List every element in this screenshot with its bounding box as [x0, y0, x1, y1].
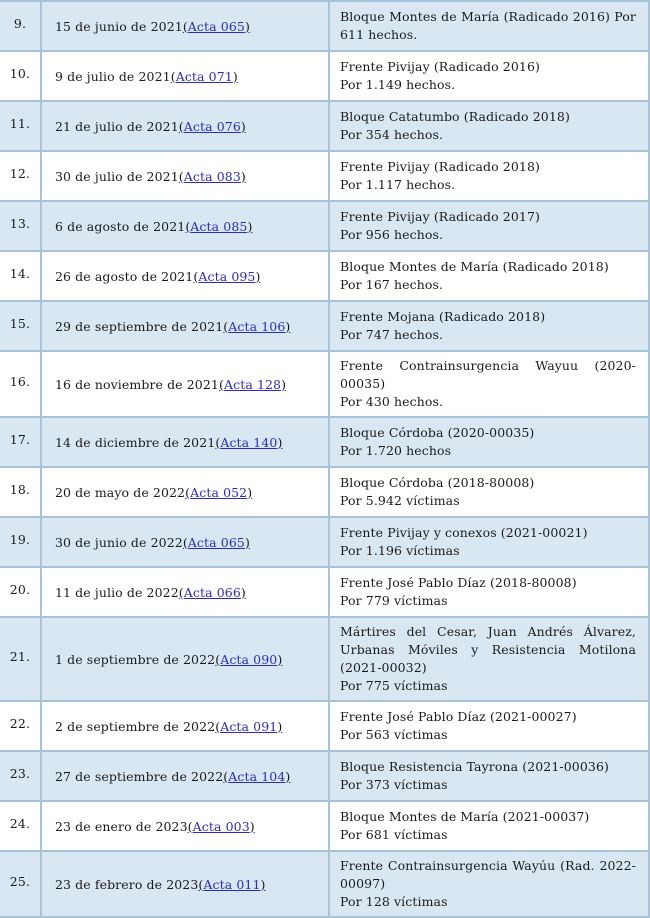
row-date-cell [42, 102, 330, 150]
acta-link[interactable]: Acta 140 [220, 434, 278, 450]
table-row [0, 468, 650, 518]
row-number: 19. [0, 518, 42, 566]
description-paragraph: Bloque Montes de María (Radicado 2018) [340, 259, 609, 274]
table-body [0, 2, 650, 918]
open-paren: ( [215, 434, 221, 450]
acta-link[interactable]: Acta 128 [223, 376, 282, 392]
close-paren: ) [285, 318, 291, 334]
description-paragraph: Frente Contrainsurgencia Wayuu (2020-00035) [340, 358, 636, 391]
description-paragraph: Frente Pivijay (Radicado 2017) [340, 209, 540, 224]
acta-link[interactable]: Acta 076 [183, 118, 241, 134]
row-description [330, 618, 650, 700]
description-paragraph: Por 5.942 víctimas [340, 493, 460, 508]
date-text: 23 de febrero de 2023 [55, 876, 199, 892]
date-text: 6 de agosto de 2021 [55, 218, 186, 234]
open-paren: ( [182, 534, 188, 550]
row-number: 13. [0, 202, 42, 250]
open-paren: ( [215, 651, 221, 667]
row-description [330, 418, 650, 466]
description-paragraph: Bloque Córdoba (2018-80008) [340, 475, 535, 490]
row-description [330, 202, 650, 250]
date-text: 30 de junio de 2022 [55, 534, 183, 550]
close-paren: ) [232, 68, 238, 84]
close-paren: ) [277, 651, 283, 667]
row-date-cell [42, 352, 330, 416]
description-paragraph: Frente Pivijay (Radicado 2018) [340, 159, 540, 174]
date-text: 26 de agosto de 2021 [55, 268, 194, 284]
row-number: 11. [0, 102, 42, 150]
row-date-cell [42, 418, 330, 466]
row-date-cell [42, 618, 330, 700]
acta-link[interactable]: Acta 104 [228, 768, 286, 784]
table-row [0, 352, 650, 418]
description-paragraph: Por 1.196 víctimas [340, 543, 460, 558]
close-paren: ) [244, 534, 250, 550]
open-paren: ( [170, 68, 176, 84]
row-number: 25. [0, 852, 42, 916]
date-text: 20 de mayo de 2022 [55, 484, 186, 500]
close-paren: ) [281, 376, 287, 392]
description-paragraph: Frente José Pablo Díaz (2018-80008) [340, 575, 577, 590]
description-paragraph: Bloque Córdoba (2020-00035) [340, 425, 535, 440]
row-description [330, 702, 650, 750]
description-paragraph: Por 563 víctimas [340, 727, 448, 742]
table-row [0, 802, 650, 852]
description-paragraph: Frente José Pablo Díaz (2021-00027) [340, 709, 577, 724]
description-paragraph: Por 1.720 hechos [340, 443, 452, 458]
open-paren: ( [193, 268, 199, 284]
close-paren: ) [285, 768, 291, 784]
row-description [330, 802, 650, 850]
description-paragraph: Por 430 hechos. [340, 394, 444, 409]
description-paragraph: Por 1.149 hechos. [340, 77, 456, 92]
row-description [330, 568, 650, 616]
row-description [330, 752, 650, 800]
description-paragraph: Frente Pivijay (Radicado 2016) [340, 59, 540, 74]
row-date-cell [42, 252, 330, 300]
open-paren: ( [185, 484, 191, 500]
table-row [0, 102, 650, 152]
close-paren: ) [277, 434, 283, 450]
row-number: 21. [0, 618, 42, 700]
row-number: 17. [0, 418, 42, 466]
row-date-cell [42, 202, 330, 250]
open-paren: ( [182, 18, 188, 34]
row-description [330, 52, 650, 100]
row-date-cell [42, 152, 330, 200]
date-text: 30 de julio de 2021 [55, 168, 179, 184]
table-row [0, 568, 650, 618]
row-description [330, 152, 650, 200]
close-paren: ) [244, 18, 250, 34]
date-text: 23 de enero de 2023 [55, 818, 188, 834]
description-paragraph: Bloque Catatumbo (Radicado 2018) [340, 109, 570, 124]
open-paren: ( [223, 318, 229, 334]
row-number: 15. [0, 302, 42, 350]
description-paragraph: Por 681 víctimas [340, 827, 448, 842]
acta-link[interactable]: Acta 083 [183, 168, 241, 184]
date-text: 14 de diciembre de 2021 [55, 434, 216, 450]
close-paren: ) [255, 268, 261, 284]
table-row [0, 2, 650, 52]
open-paren: ( [185, 218, 191, 234]
table-row [0, 752, 650, 802]
row-description [330, 852, 650, 916]
open-paren: ( [218, 376, 224, 392]
row-date-cell [42, 468, 330, 516]
description-paragraph: Por 956 hechos. [340, 227, 444, 242]
row-number: 22. [0, 702, 42, 750]
table-row [0, 618, 650, 702]
row-date-cell [42, 52, 330, 100]
row-description [330, 352, 650, 416]
table-row [0, 302, 650, 352]
table-row [0, 52, 650, 102]
open-paren: ( [187, 818, 193, 834]
row-description [330, 2, 650, 50]
date-text: 15 de junio de 2021 [55, 18, 183, 34]
acta-link[interactable]: Acta 106 [228, 318, 286, 334]
date-text: 2 de septiembre de 2022 [55, 718, 216, 734]
acta-link[interactable]: Acta 091 [220, 718, 278, 734]
row-date-cell [42, 568, 330, 616]
row-description [330, 252, 650, 300]
close-paren: ) [240, 118, 246, 134]
date-text: 16 de noviembre de 2021 [55, 376, 219, 392]
row-number: 14. [0, 252, 42, 300]
open-paren: ( [178, 118, 184, 134]
open-paren: ( [198, 876, 204, 892]
open-paren: ( [178, 168, 184, 184]
description-paragraph: Por 354 hechos. [340, 127, 444, 142]
acta-link[interactable]: Acta 065 [187, 534, 245, 550]
row-number: 23. [0, 752, 42, 800]
table-row [0, 418, 650, 468]
description-paragraph: Por 747 hechos. [340, 327, 444, 342]
row-number: 10. [0, 52, 42, 100]
description-paragraph: Por 373 víctimas [340, 777, 448, 792]
acta-link[interactable]: Acta 090 [220, 651, 278, 667]
row-description [330, 302, 650, 350]
description-paragraph: Frente Contrainsurgencia Wayúu (Rad. 2022-00097) [340, 858, 636, 891]
row-description [330, 102, 650, 150]
row-date-cell [42, 518, 330, 566]
date-text: 9 de julio de 2021 [55, 68, 171, 84]
acta-link[interactable]: Acta 066 [183, 584, 241, 600]
close-paren: ) [260, 876, 266, 892]
open-paren: ( [215, 718, 221, 734]
close-paren: ) [249, 818, 255, 834]
row-date-cell [42, 702, 330, 750]
row-date-cell [42, 752, 330, 800]
table-row [0, 852, 650, 918]
row-number: 20. [0, 568, 42, 616]
date-text: 11 de julio de 2022 [55, 584, 179, 600]
close-paren: ) [277, 718, 283, 734]
description-paragraph: Bloque Montes de María (Radicado 2016) Por 611 hechos. [340, 9, 636, 42]
description-paragraph: Mártires del Cesar, Juan Andrés Álvarez, Urbanas Móviles y Resistencia Motilona (2021-00032) [340, 624, 636, 675]
description-paragraph: Frente Mojana (Radicado 2018) [340, 309, 546, 324]
table-row [0, 202, 650, 252]
open-paren: ( [223, 768, 229, 784]
description-paragraph: Por 775 víctimas [340, 678, 448, 693]
table-row [0, 518, 650, 568]
acta-link[interactable]: Acta 071 [175, 68, 233, 84]
date-text: 21 de julio de 2021 [55, 118, 179, 134]
description-paragraph: Por 779 víctimas [340, 593, 448, 608]
acta-link[interactable]: Acta 011 [203, 876, 261, 892]
open-paren: ( [178, 584, 184, 600]
row-number: 24. [0, 802, 42, 850]
table-row [0, 152, 650, 202]
row-number: 16. [0, 352, 42, 416]
close-paren: ) [247, 484, 253, 500]
acta-link[interactable]: Acta 095 [198, 268, 256, 284]
description-paragraph: Por 1.117 hechos. [340, 177, 456, 192]
row-number: 12. [0, 152, 42, 200]
close-paren: ) [247, 218, 253, 234]
description-paragraph: Frente Pivijay y conexos (2021-00021) [340, 525, 588, 540]
date-text: 27 de septiembre de 2022 [55, 768, 224, 784]
row-date-cell [42, 302, 330, 350]
row-description [330, 518, 650, 566]
row-number: 9. [0, 2, 42, 50]
description-paragraph: Por 128 víctimas [340, 894, 448, 909]
row-date-cell [42, 802, 330, 850]
acta-link[interactable]: Acta 065 [187, 18, 245, 34]
date-text: 1 de septiembre de 2022 [55, 651, 216, 667]
row-description [330, 468, 650, 516]
close-paren: ) [240, 168, 246, 184]
acta-link[interactable]: Acta 085 [190, 218, 248, 234]
description-paragraph: Bloque Montes de María (2021-00037) [340, 809, 590, 824]
date-text: 29 de septiembre de 2021 [55, 318, 224, 334]
acta-link[interactable]: Acta 003 [192, 818, 250, 834]
description-paragraph: Bloque Resistencia Tayrona (2021-00036) [340, 759, 609, 774]
table-row [0, 702, 650, 752]
row-date-cell [42, 852, 330, 916]
close-paren: ) [240, 584, 246, 600]
row-number: 18. [0, 468, 42, 516]
table-row [0, 252, 650, 302]
row-date-cell [42, 2, 330, 50]
acta-link[interactable]: Acta 052 [190, 484, 248, 500]
description-paragraph: Por 167 hechos. [340, 277, 444, 292]
